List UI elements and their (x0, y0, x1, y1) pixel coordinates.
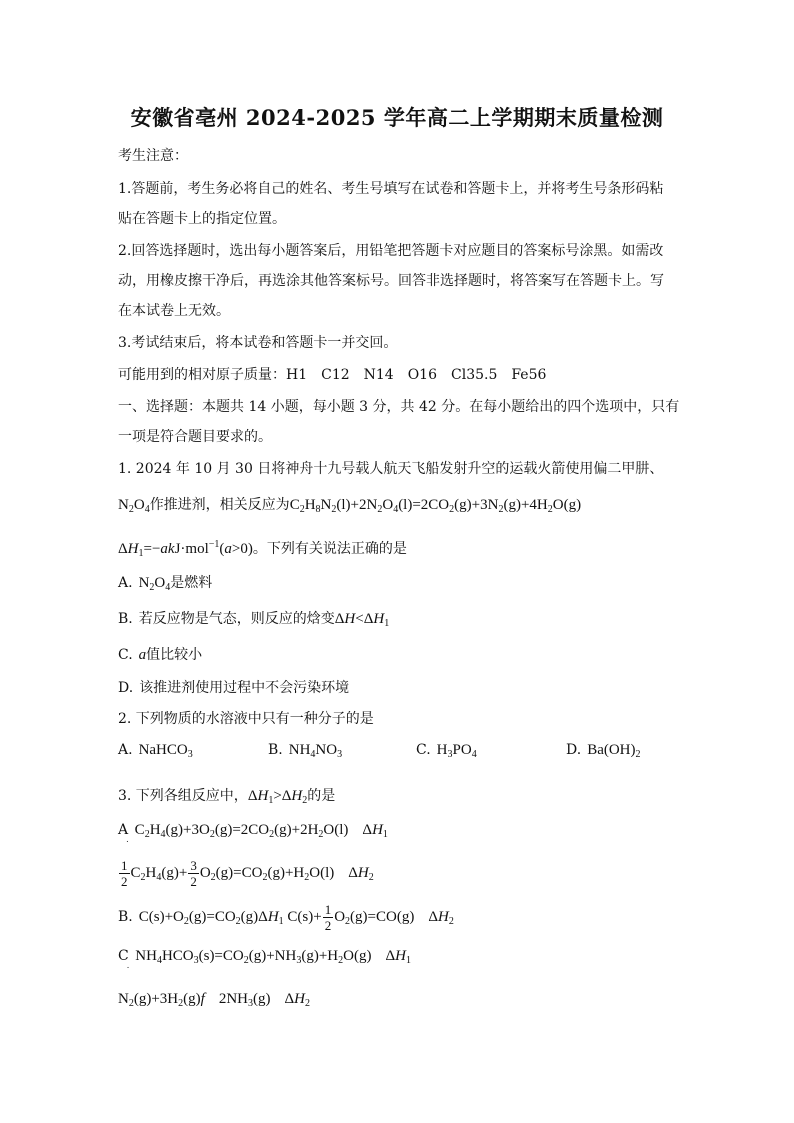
q1-option-d (118, 677, 349, 697)
q1-option-b-text: 若反应物是气态，则反应的焓变 (138, 611, 335, 627)
notice-item-1-line-2: 贴在答题卡上的指定位置。 (118, 211, 286, 227)
q1-option-c (118, 644, 202, 664)
q1-stem-line-2 (118, 494, 581, 514)
q1-option-b (118, 608, 389, 628)
q3-a-equation-2: $\frac{1}{2}$ $C_2H_4(g)+$ $\frac{3}{2}$ $O_2(g)=CO_2(g)+H_2O(l)$ $\Delta H_2$ (121, 858, 374, 889)
section-1-line-2: 一项是符合题目要求的。 (118, 429, 272, 445)
q3-option-c-line-2 (118, 991, 310, 1008)
q3-option-c-line-1: $C_.NH_4HCO_3(s)=CO_2(g)+NH_3(g)+H_2O(g)$ $\Delta H_1$ (118, 948, 411, 970)
q1-option-d-text: 该推进剂使用过程中不会污染环境 (139, 680, 350, 696)
formula-baoh2: $Ba(OH)_2$ (587, 742, 641, 760)
q3-option-a-line-1: $A_.C_2H_4(g)+3O_2(g)=2CO_2(g)+2H_2O(l)$ $\Delta H_1$ (118, 822, 388, 844)
q1-option-a-label: A. (118, 575, 133, 591)
notice-item-2-line-2: 动，用橡皮擦干净后，再选涂其他答案标号。回答非选择题时，将答案写在答题卡上。写 (118, 273, 664, 289)
q1-stem-line-3 (118, 538, 407, 558)
q3-c-equation-1: $NH_4HCO_3(s)=CO_2(g)+NH_3(g)+H_2O(g)$ $\Delta H_1$ (135, 948, 411, 966)
q1-option-c-text: 值比较小 (146, 647, 203, 663)
q1-stem-line-1: 1. 2024 年 10 月 30 日将神舟十九号载人航天飞船发射升空的运载火箭使用偏二甲肼、 (118, 461, 664, 477)
variable-a: a (138, 647, 147, 663)
q1-option-d-label: D. (118, 680, 134, 696)
formula-n2o4: $N_2O_4$ (118, 497, 150, 515)
notice-item-2-line-3: 在本试卷上无效。 (118, 303, 230, 319)
formula-nh4no3: $NH_4NO_3$ (288, 742, 343, 760)
q3-condition: $\Delta H_1>\Delta H_2$ (247, 788, 308, 806)
q2-stem: 2. 下列物质的水溶液中只有一种分子的是 (118, 711, 374, 727)
q1-option-b-label: B. (118, 611, 133, 627)
page-title: 安徽省亳州 2024-2025 学年高二上学期期末质量检测 (130, 105, 664, 130)
formula-h3po4: $H_3PO_4$ (436, 742, 477, 760)
notice-heading: 考生注意： (118, 148, 188, 164)
q3-a-equation-1: $C_2H_4(g)+3O_2(g)=2CO_2(g)+2H_2O(l)$ $\Delta H_1$ (134, 822, 388, 840)
q1-option-a-text: 是燃料 (170, 575, 213, 591)
notice-item-2-line-1: 2.回答选择题时，选出每小题答案后，用铅笔把答题卡对应题目的答案标号涂黑。如需改 (118, 243, 664, 259)
notice-item-3: 3.考试结束后，将本试卷和答题卡一并交回。 (118, 335, 398, 351)
q3-option-b: B. $C(s)+O_2(g)=CO_2(g)\Delta H_1$ C(s)+ $\frac{1}{2}$ $O_2(g)=CO(g)$ $\Delta H_2$ (118, 902, 454, 933)
q1-enthalpy-expression: $\Delta H_1=-akJ\cdot mol^{-1}(a>0)$ (118, 539, 253, 559)
q2-option-a: A. NaHCO$_3$ (118, 742, 193, 760)
formula-n2o4-option: $N_2O_4$ (138, 575, 171, 593)
q2-option-d: D. $Ba(OH)_2$ (566, 742, 641, 760)
q1-option-c-label: C. (118, 647, 133, 663)
q2-option-b: B. $NH_4NO_3$ (268, 742, 343, 760)
q2-option-c: C. $H_3PO_4$ (416, 742, 477, 760)
q1-option-a (118, 572, 212, 592)
q3-b-equations: $C(s)+O_2(g)=CO_2(g)\Delta H_1$ C(s)+ $\frac{1}{2}$ $O_2(g)=CO(g)$ $\Delta H_2$ (138, 902, 454, 933)
section-1-line-1: 一、选择题：本题共 14 小题，每小题 3 分，共 42 分。在每小题给出的四个选项中，只有 (118, 399, 680, 415)
notice-item-1-line-1: 1.答题前，考生务必将自己的姓名、考生号填写在试卷和答题卡上，并将考生号条形码粘 (118, 181, 664, 197)
q1-reaction-equation: $C_2H_8N_2(l)+2N_2O_4(l)=2CO_2(g)+3N_2(g)+4H_2O(g)$ (289, 497, 582, 515)
q3-option-a-line-2 (118, 858, 374, 889)
q1-option-b-formula: $\Delta H<\Delta H_1$ (334, 611, 390, 629)
formula-nahco3: NaHCO$_3$ (138, 742, 193, 760)
q1-stem-end: 。下列有关说法正确的是 (252, 541, 407, 557)
q3-stem: 3. 下列各组反应中，$\Delta H_1>\Delta H_2$的是 (118, 788, 336, 806)
q3-c-equation-2: $N_2(g)+3H_2(g)f$ $2NH_3(g)$ $\Delta H_2$ (118, 991, 310, 1009)
q1-stem-mid: 作推进剂，相关反应为 (149, 497, 290, 513)
atomic-masses: 可能用到的相对原子质量：H1 C12 N14 O16 Cl35.5 Fe56 (118, 367, 547, 383)
